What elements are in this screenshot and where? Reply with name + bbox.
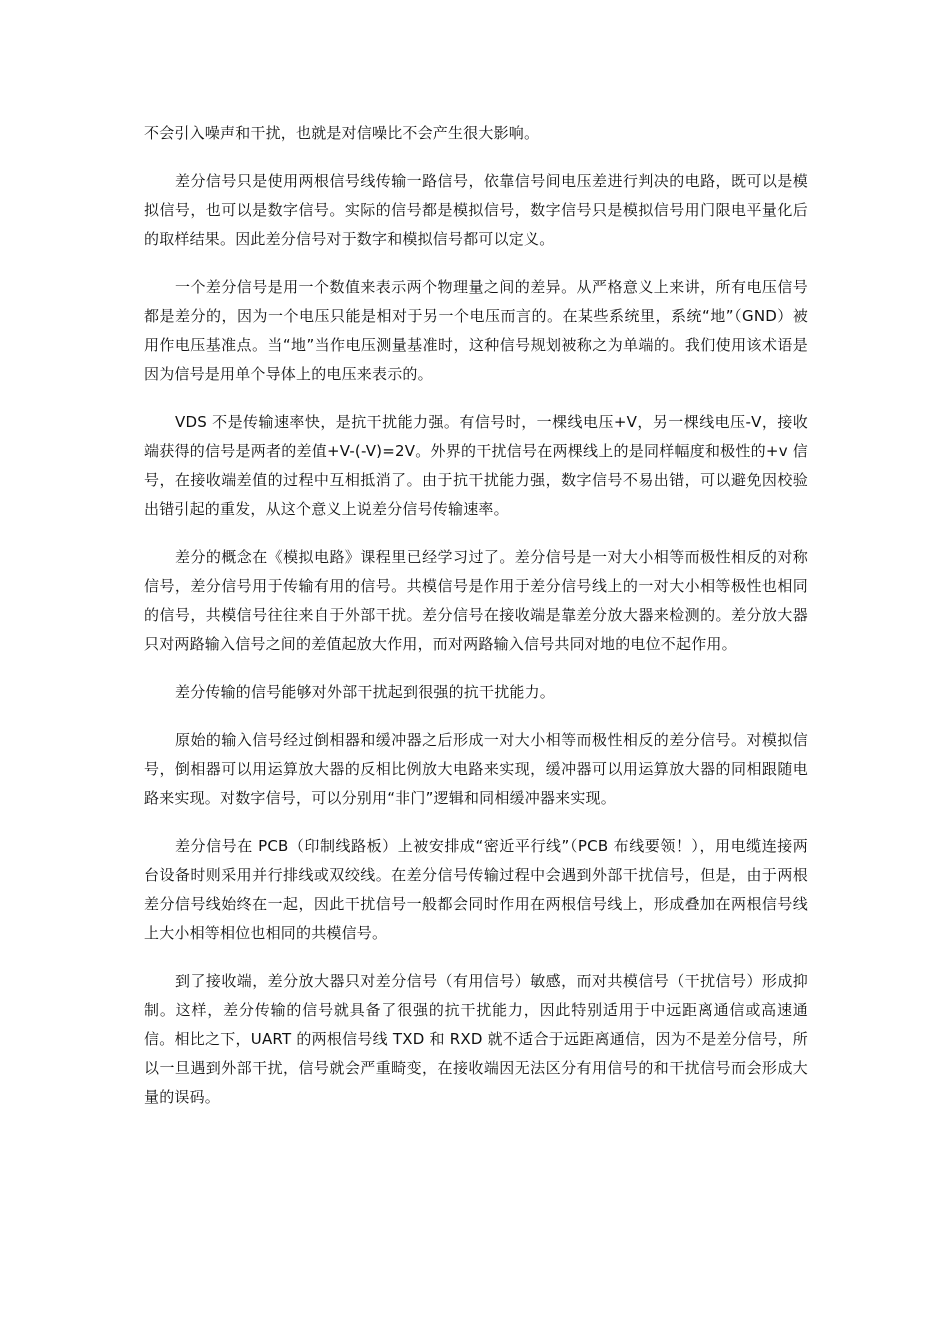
paragraph-common-mode: 差分的概念在《模拟电路》课程里已经学习过了。差分信号是一对大小相等而极性相反的对称信号，差分信号用于传输有用的信号。共模信号是作用于差分信号线上的一对大小相等极性也相同的信号，共模信号往往来自于外部干扰。差分信号在接收端是靠差分放大器来检测的。差分放大器只对两路输入信号之间的差值起放大作用，而对两路输入信号共同对地的电位不起作用。 [144, 548, 808, 653]
paragraph-voltage-reference: 一个差分信号是用一个数值来表示两个物理量之间的差异。从严格意义上来讲，所有电压信号都是差分的，因为一个电压只能是相对于另一个电压而言的。在某些系统里，系统“地”（GND）被用作电压基准点。当“地”当作电压测量基准时，这种信号规划被称之为单端的。我们使用该术语是因为信号是用单个导体上的电压来表示的。 [144, 278, 808, 383]
paragraph-inverter-buffer: 原始的输入信号经过倒相器和缓冲器之后形成一对大小相等而极性相反的差分信号。对模拟信号，倒相器可以用运算放大器的反相比例放大电路来实现，缓冲器可以用运算放大器的同相跟随电路来实现。对数字信号，可以分别用“非门”逻辑和同相缓冲器来实现。 [144, 731, 808, 807]
paragraph-interference-summary: 差分传输的信号能够对外部干扰起到很强的抗干扰能力。 [175, 683, 556, 701]
paragraph-continuation: 不会引入噪声和干扰，也就是对信噪比不会产生很大影响。 [144, 124, 540, 142]
document-body [144, 119, 808, 1131]
paragraph-pcb-routing: 差分信号在 PCB（印制线路板）上被安排成“密近平行线”（PCB 布线要领！），用电缆连接两台设备时则采用并行排线或双绞线。在差分信号传输过程中会遇到外部干扰信号，但是，由于两根差分信号线始终在一起，因此干扰信号一般都会同时作用在两根信号线上，形成叠加在两根信号线上大小相等相位也相同的共模信号。 [144, 837, 808, 942]
paragraph-receiver-uart: 到了接收端，差分放大器只对差分信号（有用信号）敏感，而对共模信号（干扰信号）形成抑制。这样，差分传输的信号就具备了很强的抗干扰能力，因此特别适用于中远距离通信或高速通信。相比之下，UART 的两根信号线 TXD 和 RXD 就不适合于远距离通信，因为不是差分信号，所以一旦遇到外部干扰，信号就会严重畸变，在接收端因无法区分有用信号的和干扰信号而会形成大量的误码。 [144, 972, 808, 1106]
paragraph-differential-definition: 差分信号只是使用两根信号线传输一路信号，依靠信号间电压差进行判决的电路，既可以是模拟信号，也可以是数字信号。实际的信号都是模拟信号，数字信号只是模拟信号用门限电平量化后的取样结果。因此差分信号对于数字和模拟信号都可以定义。 [144, 172, 808, 248]
paragraph-vds-noise-immunity: VDS 不是传输速率快，是抗干扰能力强。有信号时，一棵线电压+V，另一棵线电压-V，接收端获得的信号是两者的差值+V-(-V)=2V。外界的干扰信号在两棵线上的是同样幅度和极性的+v 信号，在接收端差值的过程中互相抵消了。由于抗干扰能力强，数字信号不易出错，可以避免因校验出错引起的重发，从这个意义上说差分信号传输速率。 [144, 413, 808, 518]
